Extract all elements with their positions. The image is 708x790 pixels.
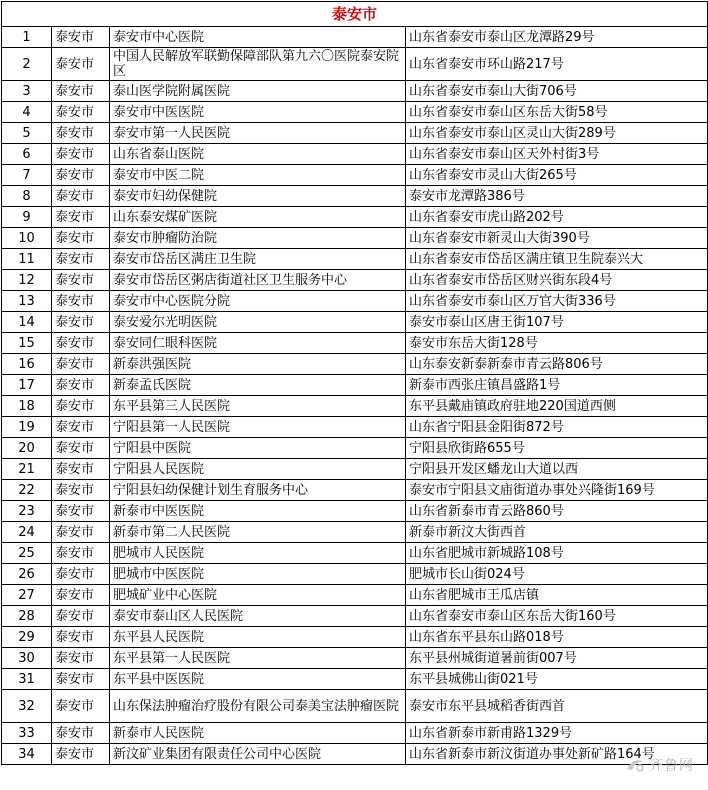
- table-row: [2, 744, 708, 765]
- hospital-name-cell: 山东保法肿瘤治疗股份有限公司泰美宝法肿瘤医院: [110, 690, 406, 723]
- hospital-name-cell: 宁阳县第一人民医院: [110, 417, 406, 438]
- table-row: [2, 123, 708, 144]
- address-cell: 山东省泰安市新灵山大街390号: [406, 228, 708, 249]
- row-number: 13: [2, 291, 52, 312]
- city-cell: 泰安市: [52, 291, 110, 312]
- table-row: [2, 480, 708, 501]
- table-row: [2, 81, 708, 102]
- row-number: 3: [2, 81, 52, 102]
- row-number: 9: [2, 207, 52, 228]
- city-cell: 泰安市: [52, 459, 110, 480]
- hospital-name-cell: 宁阳县人民医院: [110, 459, 406, 480]
- hospital-name-cell: 泰山医学院附属医院: [110, 81, 406, 102]
- row-number: 12: [2, 270, 52, 291]
- row-number: 1: [2, 27, 52, 48]
- city-cell: 泰安市: [52, 723, 110, 744]
- address-cell: 山东省肥城市王瓜店镇: [406, 585, 708, 606]
- address-cell: 泰安市宁阳县文庙街道办事处兴隆街169号: [406, 480, 708, 501]
- table-row: [2, 102, 708, 123]
- table-row: [2, 648, 708, 669]
- hospital-name-cell: 泰安爱尔光明医院: [110, 312, 406, 333]
- hospital-name-cell: 新泰市人民医院: [110, 723, 406, 744]
- table-row: [2, 27, 708, 48]
- address-cell: 宁阳县欣街路655号: [406, 438, 708, 459]
- hospital-name-cell: 宁阳县妇幼保健计划生育服务中心: [110, 480, 406, 501]
- address-cell: 山东省东平县东山路018号: [406, 627, 708, 648]
- row-number: 23: [2, 501, 52, 522]
- row-number: 29: [2, 627, 52, 648]
- city-cell: 泰安市: [52, 522, 110, 543]
- hospital-name-cell: 泰安市中医二院: [110, 165, 406, 186]
- table-row: [2, 627, 708, 648]
- city-cell: 泰安市: [52, 165, 110, 186]
- table-title-row: [2, 2, 708, 27]
- address-cell: 山东省泰安市虎山路202号: [406, 207, 708, 228]
- address-cell: 山东省新泰市新汶街道办事处新矿路164号: [406, 744, 708, 765]
- row-number: 32: [2, 690, 52, 723]
- address-cell: 东平县戴庙镇政府驻地220国道西侧: [406, 396, 708, 417]
- address-cell: 山东省泰安市岱岳区满庄镇卫生院泰兴大: [406, 249, 708, 270]
- address-cell: 新泰市西张庄镇昌盛路1号: [406, 375, 708, 396]
- city-cell: 泰安市: [52, 627, 110, 648]
- address-cell: 山东省泰安市泰山区东岳大街58号: [406, 102, 708, 123]
- row-number: 22: [2, 480, 52, 501]
- table-row: [2, 564, 708, 585]
- hospital-name-cell: 东平县第一人民医院: [110, 648, 406, 669]
- table-row: [2, 438, 708, 459]
- table-row: [2, 291, 708, 312]
- address-cell: 山东省泰安市泰山区万官大街336号: [406, 291, 708, 312]
- city-cell: 泰安市: [52, 543, 110, 564]
- address-cell: 山东省泰安市环山路217号: [406, 48, 708, 81]
- table-row: [2, 606, 708, 627]
- address-cell: 东平县州城街道暑前街007号: [406, 648, 708, 669]
- hospital-name-cell: 泰安市岱岳区粥店街道社区卫生服务中心: [110, 270, 406, 291]
- city-cell: 泰安市: [52, 228, 110, 249]
- city-cell: 泰安市: [52, 123, 110, 144]
- row-number: 19: [2, 417, 52, 438]
- table-row: [2, 501, 708, 522]
- row-number: 31: [2, 669, 52, 690]
- address-cell: 山东省泰安市泰山区东岳大街160号: [406, 606, 708, 627]
- table-row: [2, 186, 708, 207]
- address-cell: 泰安市泰山区唐王街107号: [406, 312, 708, 333]
- table-row: [2, 396, 708, 417]
- city-cell: 泰安市: [52, 270, 110, 291]
- row-number: 10: [2, 228, 52, 249]
- address-cell: 山东省肥城市新城路108号: [406, 543, 708, 564]
- table-row: [2, 207, 708, 228]
- city-cell: 泰安市: [52, 438, 110, 459]
- address-cell: 山东省泰安市泰山区龙潭路29号: [406, 27, 708, 48]
- table-row: [2, 312, 708, 333]
- city-cell: 泰安市: [52, 669, 110, 690]
- hospital-name-cell: 新泰市中医医院: [110, 501, 406, 522]
- city-cell: 泰安市: [52, 27, 110, 48]
- city-cell: 泰安市: [52, 48, 110, 81]
- hospital-name-cell: 山东省泰山医院: [110, 144, 406, 165]
- watermark-logo-icon: [625, 757, 645, 773]
- city-cell: 泰安市: [52, 249, 110, 270]
- address-cell: 山东泰安新泰新泰市青云路806号: [406, 354, 708, 375]
- address-cell: 山东省泰安市泰山大街706号: [406, 81, 708, 102]
- hospital-name-cell: 东平县第三人民医院: [110, 396, 406, 417]
- hospital-name-cell: 肥城市中医医院: [110, 564, 406, 585]
- address-cell: 山东省泰安市岱岳区财兴街东段4号: [406, 270, 708, 291]
- table-row: [2, 723, 708, 744]
- address-cell: 山东省泰安市泰山区灵山大街289号: [406, 123, 708, 144]
- row-number: 2: [2, 48, 52, 81]
- address-cell: 山东省新泰市青云路860号: [406, 501, 708, 522]
- table-row: [2, 669, 708, 690]
- table-row: [2, 333, 708, 354]
- hospital-name-cell: 泰安市中心医院: [110, 27, 406, 48]
- hospital-name-cell: 东平县中医医院: [110, 669, 406, 690]
- city-cell: 泰安市: [52, 102, 110, 123]
- row-number: 8: [2, 186, 52, 207]
- table-row: [2, 522, 708, 543]
- city-cell: 泰安市: [52, 417, 110, 438]
- row-number: 34: [2, 744, 52, 765]
- address-cell: 山东省新泰市新甫路1329号: [406, 723, 708, 744]
- address-cell: 泰安市龙潭路386号: [406, 186, 708, 207]
- hospital-name-cell: 泰安市岱岳区满庄卫生院: [110, 249, 406, 270]
- table-row: [2, 270, 708, 291]
- city-cell: 泰安市: [52, 585, 110, 606]
- address-cell: 新泰市新汶大街西首: [406, 522, 708, 543]
- city-cell: 泰安市: [52, 354, 110, 375]
- table-title: 泰安市: [2, 2, 708, 27]
- row-number: 27: [2, 585, 52, 606]
- address-cell: 山东省泰安市灵山大街265号: [406, 165, 708, 186]
- hospital-name-cell: 山东泰安煤矿医院: [110, 207, 406, 228]
- row-number: 25: [2, 543, 52, 564]
- city-cell: 泰安市: [52, 144, 110, 165]
- hospital-table: [1, 1, 708, 765]
- row-number: 18: [2, 396, 52, 417]
- row-number: 33: [2, 723, 52, 744]
- table-row: [2, 459, 708, 480]
- table-row: [2, 144, 708, 165]
- city-cell: 泰安市: [52, 207, 110, 228]
- hospital-name-cell: 泰安市第一人民医院: [110, 123, 406, 144]
- table-row: [2, 543, 708, 564]
- table-row: [2, 354, 708, 375]
- address-cell: 山东省泰安市泰山区天外村街3号: [406, 144, 708, 165]
- hospital-name-cell: 新泰市第二人民医院: [110, 522, 406, 543]
- table-row: [2, 249, 708, 270]
- city-cell: 泰安市: [52, 396, 110, 417]
- hospital-name-cell: 新汶矿业集团有限责任公司中心医院: [110, 744, 406, 765]
- address-cell: 宁阳县开发区蟠龙山大道以西: [406, 459, 708, 480]
- row-number: 17: [2, 375, 52, 396]
- row-number: 28: [2, 606, 52, 627]
- table-row: [2, 690, 708, 723]
- table-row: [2, 48, 708, 81]
- hospital-name-cell: 泰安市中心医院分院: [110, 291, 406, 312]
- hospital-name-cell: 泰安市中医医院: [110, 102, 406, 123]
- address-cell: 东平县城佛山街021号: [406, 669, 708, 690]
- row-number: 30: [2, 648, 52, 669]
- hospital-name-cell: 宁阳县中医院: [110, 438, 406, 459]
- city-cell: 泰安市: [52, 480, 110, 501]
- hospital-name-cell: 泰安市妇幼保健院: [110, 186, 406, 207]
- hospital-name-cell: 泰安市肿瘤防治院: [110, 228, 406, 249]
- row-number: 7: [2, 165, 52, 186]
- row-number: 6: [2, 144, 52, 165]
- table-row: [2, 585, 708, 606]
- city-cell: 泰安市: [52, 186, 110, 207]
- hospital-name-cell: 肥城市人民医院: [110, 543, 406, 564]
- hospital-name-cell: 新泰孟氏医院: [110, 375, 406, 396]
- hospital-name-cell: 肥城矿业中心医院: [110, 585, 406, 606]
- city-cell: 泰安市: [52, 81, 110, 102]
- address-cell: 山东省宁阳县金阳街872号: [406, 417, 708, 438]
- row-number: 24: [2, 522, 52, 543]
- table-row: [2, 165, 708, 186]
- address-cell: 泰安市东岳大街128号: [406, 333, 708, 354]
- table-row: [2, 228, 708, 249]
- hospital-name-cell: 东平县人民医院: [110, 627, 406, 648]
- row-number: 11: [2, 249, 52, 270]
- hospital-name-cell: 新泰洪强医院: [110, 354, 406, 375]
- city-cell: 泰安市: [52, 501, 110, 522]
- table-row: [2, 375, 708, 396]
- row-number: 15: [2, 333, 52, 354]
- row-number: 4: [2, 102, 52, 123]
- row-number: 20: [2, 438, 52, 459]
- city-cell: 泰安市: [52, 690, 110, 723]
- city-cell: 泰安市: [52, 606, 110, 627]
- hospital-name-cell: 泰安市泰山区人民医院: [110, 606, 406, 627]
- watermark-text: 齐鲁网: [649, 758, 694, 774]
- city-cell: 泰安市: [52, 564, 110, 585]
- city-cell: 泰安市: [52, 744, 110, 765]
- city-cell: 泰安市: [52, 312, 110, 333]
- address-cell: 肥城市长山街024号: [406, 564, 708, 585]
- address-cell: 泰安市东平县城稻香街西首: [406, 690, 708, 723]
- hospital-name-cell: 泰安同仁眼科医院: [110, 333, 406, 354]
- row-number: 26: [2, 564, 52, 585]
- table-row: [2, 417, 708, 438]
- city-cell: 泰安市: [52, 333, 110, 354]
- row-number: 14: [2, 312, 52, 333]
- row-number: 21: [2, 459, 52, 480]
- row-number: 5: [2, 123, 52, 144]
- city-cell: 泰安市: [52, 375, 110, 396]
- hospital-name-cell: 中国人民解放军联勤保障部队第九六〇医院泰安院区: [110, 48, 406, 81]
- city-cell: 泰安市: [52, 648, 110, 669]
- row-number: 16: [2, 354, 52, 375]
- watermark: [625, 755, 694, 775]
